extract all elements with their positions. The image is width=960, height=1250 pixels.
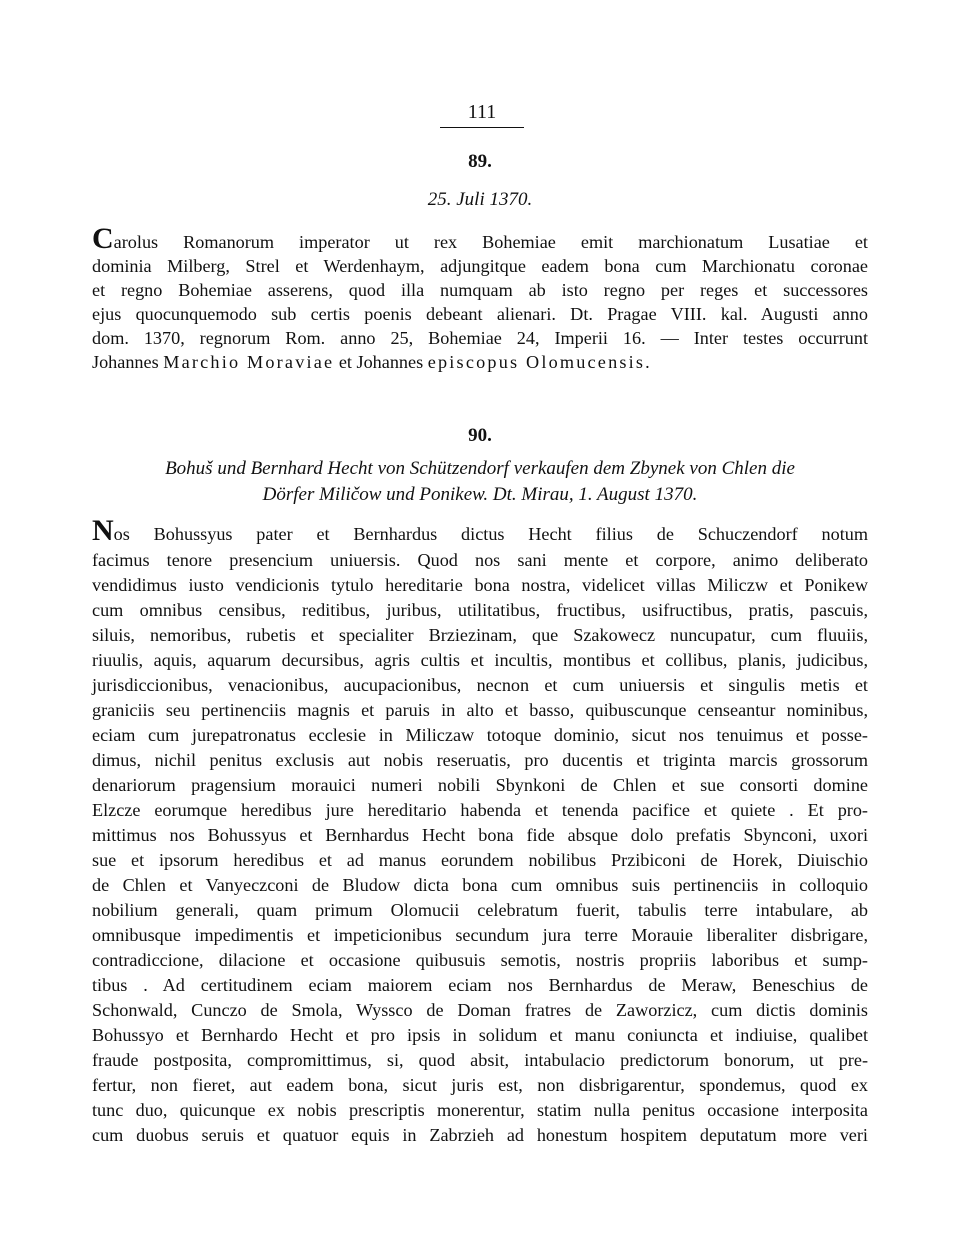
entry-89-line — [92, 222, 868, 255]
entry-89-initial: C — [92, 222, 114, 255]
entry-90-line — [92, 514, 868, 547]
entry-90-line-text: os Bohussyus pater et Bernhardus dictus Hecht filius de Schuczendorf notum — [113, 524, 868, 544]
entry-90-line: siluis, nemoribus, rubetis et specialiter Brziezinam, que Szakowecz nuncupatur, cum fluuiis, — [92, 625, 868, 645]
entry-90-line: cum duobus seruis et quatuor equis in Zabrzieh ad honestum hospitem deputatum more veri — [92, 1125, 868, 1145]
entry-89-line-text: arolus Romanorum imperator ut rex Bohemiae emit marchionatum Lusatiae et — [113, 232, 868, 252]
entry-89-number: 89. — [468, 151, 492, 172]
entry-90-line: nobilium generali, quam primum Olomucii celebratum fuerit, tabulis terre intabulare, ab — [92, 900, 868, 920]
entry-90-line: Elzcze eorumque heredibus jure hereditario habenda et tenenda pacifice et quiete . Et pro- — [92, 800, 868, 820]
entry-90-heading — [92, 456, 868, 508]
entry-89-line: dominia Milberg, Strel et Werdenhaym, adjungitque eadem bona cum Marchionatu coronae — [92, 256, 868, 276]
entry-89-episcopus: episcopus Olomucensis. — [427, 352, 652, 372]
entry-90-line: eciam cum jurepatronatus ecclesie in Miliczaw totoque dominio, sicut nos tenuimus et posse- — [92, 725, 868, 745]
entry-90-line: dimus, nichil penitus exclusis aut nobis reseruatis, pro ducentis et triginta marcis grossorum — [92, 750, 868, 770]
entry-89-line: et regno Bohemiae asserens, quod illa numquam ab isto regno per reges et successores — [92, 280, 868, 300]
entry-90-line: fertur, non fieret, aut eadem bona, sicut juris est, non disbrigarentur, spondemus, quod ex — [92, 1075, 868, 1095]
entry-90-line: tunc duo, quicunque ex nobis prescriptis monerentur, statim nulla penitus occasione interposita — [92, 1100, 868, 1120]
entry-90-line: de Chlen et Vanyeczconi de Bludow dicta bona cum omnibus suis pertinenciis in colloquio — [92, 875, 868, 895]
entry-89-line: dom. 1370, regnorum Rom. anno 25, Bohemiae 24, Imperii 16. — Inter testes occurrunt — [92, 328, 868, 348]
entry-89-marchio: Marchio Moraviae — [163, 352, 335, 372]
entry-90-line: omnibusque impedimentis et impeticionibus secundum jura terre Morauie liberaliter disbrigare, — [92, 925, 868, 945]
entry-90-line: facimus tenore presencium uniuersis. Quod nos sani mente et corpore, animo deliberato — [92, 550, 868, 570]
entry-90-line: Bohussyo et Bernhardo Hecht et pro ipsis in solidum et manu coniuncta et indiuise, qualibet — [92, 1025, 868, 1045]
page-number-rule — [440, 127, 524, 128]
entry-90-line: contradiccione, dilacione et occasione quibusuis semotis, nostris propriis laboribus et sump- — [92, 950, 868, 970]
entry-89-line — [92, 350, 868, 374]
entry-90-line: graniciis seu pertinenciis magnis et paruis in alto et basso, quibuscunque censeantur nominibus, — [92, 700, 868, 720]
entry-89-last-start: Johannes — [92, 352, 164, 372]
entry-90-number: 90. — [468, 425, 492, 446]
entry-90-line: Schonwald, Cunczo de Smola, Wyssco de Doman fratres de Zaworzicz, cum dictis dominis — [92, 1000, 868, 1020]
entry-89-last-mid: et Johannes — [334, 352, 428, 372]
entry-90-line: vendidimus iusto vendicionis tytulo hereditarie bona nostra, videlicet villas Miliczw et Ponikew — [92, 575, 868, 595]
entry-89-line: ejus quocunquemodo sub certis poenis debeant alienari. Dt. Pragae VIII. kal. Augusti anno — [92, 304, 868, 324]
entry-90-line: cum omnibus censibus, reditibus, juribus, utilitatibus, fructibus, usifructibus, pratis, pascuis, — [92, 600, 868, 620]
entry-90-line: mittimus nos Bohussyus et Bernhardus Hecht bona fide absque dolo prefatis Sbynconi, uxori — [92, 825, 868, 845]
entry-90-line: riuulis, aquis, aquarum decursibus, agris cultis et incultis, montibus et collibus, planis, judicibus, — [92, 650, 868, 670]
entry-90-heading-line: Bohuš und Bernhard Hecht von Schützendorf verkaufen dem Zbynek von Chlen die — [165, 458, 795, 479]
entry-90-line: fraude postposita, compromittimus, si, quod absit, intabulacio predictorum bonorum, ut pre- — [92, 1050, 868, 1070]
entry-90-line: tibus . Ad certitudinem eciam maiorem eciam nos Bernhardus de Meraw, Beneschius de — [92, 975, 868, 995]
entry-90-line: sue et ipsorum heredibus et ad manus eorundem nobilibus Przibiconi de Horek, Diuischio — [92, 850, 868, 870]
entry-90-line: jurisdiccionibus, venacionibus, aucupacionibus, necnon et cum uniuersis et singulis metis et — [92, 675, 868, 695]
page-number: 111 — [467, 101, 497, 123]
entry-89-date: 25. Juli 1370. — [427, 189, 533, 210]
entry-90-initial: N — [92, 514, 114, 547]
entry-90-heading-line: Dörfer Miličow und Ponikew. Dt. Mirau, 1. August 1370. — [262, 484, 698, 505]
entry-90-line: denariorum pragensium morauici numeri nobili Sbynkoni de Chlen et sue consorti domine — [92, 775, 868, 795]
